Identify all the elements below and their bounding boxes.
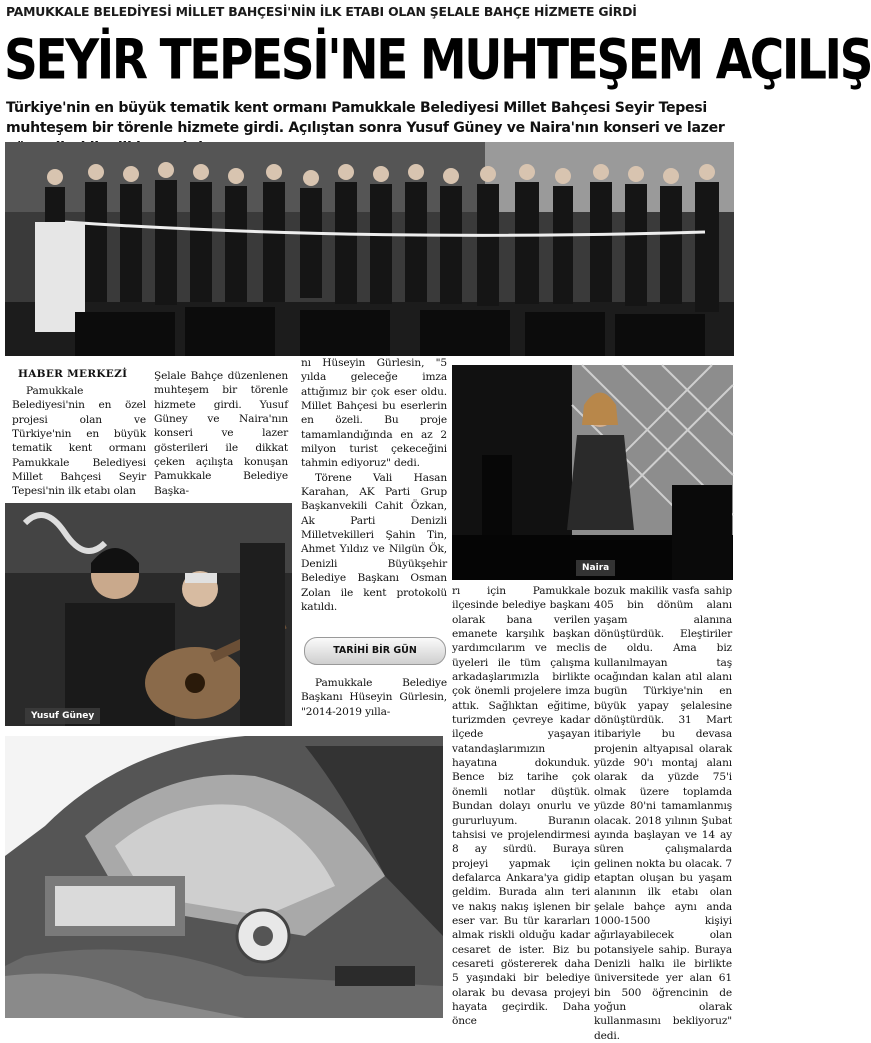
aerial-scene <box>5 736 443 1018</box>
naira-caption: Naira <box>576 560 615 576</box>
kicker: PAMUKKALE BELEDİYESİ MİLLET BAHÇESİ'NİN İLK ETABI OLAN ŞELALE BAHÇE HİZMETE GİRDİ <box>6 4 637 19</box>
concert-scene-naira <box>452 365 733 580</box>
headline: SEYİR TEPESİ'NE MUHTEŞEM AÇILIŞ <box>4 27 871 93</box>
ceremony-scene <box>5 142 734 356</box>
ceremony-photo <box>5 142 734 356</box>
text-column-2-body: Şelale Bahçe düzenlenen muhteşem bir törenle hizmete girdi. Yusuf Güney ve Naira'nın konseri ve lazer gösterileri ile dikkat çeken açılışta konuşan Pamukkale Belediye Başka- <box>154 370 288 497</box>
concert-scene-yusuf <box>5 503 292 726</box>
text-column-3 <box>301 356 447 614</box>
yusuf-guney-photo <box>5 503 292 726</box>
text-column-2 <box>154 369 288 498</box>
text-column-4-body: rı için Pamukkale ilçesinde belediye başkanı olarak bana verilen emanete karşılık başkan yardımcılarım ve meclis üyeleri ile tüm çalışma arkadaşlarımızla birlikte çok önemli projelere imza attık. Sağlıktan eğitime, turizmden çevreye kadar ilçede yaşayan vatandaşlarımızın hayatına dokunduk. Bence biz tarihe çok önemli notlar düştük. Bundan dolayı onurlu ve gururluyum. Buranın tahsisi ve projelendirmesi 8 ay sürdü. Buraya projeyi yapmak için defalarca Ankara'ya gidip geldim. Burada alın teri ve nakış nakış işlenen bir eser var. Bu tür kararları almak riskli olduğu kadar cesaret de ister. Biz bu cesareti göstererek daha 5 yaşındaki bir belediye olarak bu devasa projeyi hayata geçirdik. Daha önce <box>452 585 590 1028</box>
text-column-5 <box>594 584 732 1043</box>
naira-photo <box>452 365 733 580</box>
tarihi-bir-gun-badge: TARİHİ BİR GÜN <box>304 637 446 665</box>
byline: HABER MERKEZİ <box>18 368 128 380</box>
text-column-1 <box>12 384 146 499</box>
text-column-5-body: bozuk makilik vasfa sahip 405 bin dönüm alanı yaşam alanına dönüştürdük. Eleştiriler de oldu. Ama biz kullanılmayan taş ocağından kalan atıl alanı bugün Türkiye'nin en büyük yapay şelalesine dönüştürdük. 31 Mart itibariyle bu devasa projenin altyapısal olarak yüzde 90'ı montaj alanı olarak da yüzde 75'i olmak üzere toplamda yüzde 80'ni tamamlanmış olacak. 2018 yılının Şubat ayında başlayan ve 14 ay süren çalışmalarda gelinen nokta bu olacak. 7 etaptan oluşan bu yaşam alanının ilk etabı olan şelale bahçe aynı anda 1000-1500 kişiyi ağırlayabilecek olan potansiyele sahip. Buraya Denizli halkı ile birlikte üniversitede yer alan 61 bin 500 öğrencinin de yoğun olarak kullanmasını bekliyoruz" dedi. <box>594 585 732 1042</box>
text-column-3-part-2: Törene Vali Hasan Karahan, AK Parti Grup Başkanvekili Cahit Özkan, Ak Parti Denizli Milletvekilleri Şahin Tin, Ahmet Yıldız ve Nilgün Ök, Denizli Büyükşehir Belediye Başkanı Osman Zolan ile kent protokolü katıldı. <box>301 471 447 613</box>
text-column-3-part-1: nı Hüseyin Gürlesin, "5 yılda geleceğe imza attığımız bir çok eser oldu. Millet Bahçesi bu eserlerin en özeli. Bu proje tamamlandığında en az 2 milyon turist çekeceğini tahmin ediyoruz" dedi. <box>301 357 447 470</box>
text-column-3-part-3: Pamukkale Belediye Başkanı Hüseyin Gürlesin, "2014-2019 yılla- <box>301 677 447 718</box>
text-column-4 <box>452 584 590 1029</box>
yusuf-caption: Yusuf Güney <box>25 708 100 724</box>
aerial-park-photo <box>5 736 443 1018</box>
text-column-3-bottom <box>301 676 447 719</box>
text-column-1-body: Pamukkale Belediyesi'nin en özel projesi olan ve Türkiye'nin en büyük tematik kent ormanı Pamukkale Belediyesi Millet Bahçesi Seyir Tepesi'nin ilk etabı olan <box>12 385 146 498</box>
lede: Türkiye'nin en büyük tematik kent ormanı Pamukkale Belediyesi Millet Bahçesi Seyir Tepesi muhteşem bir törenle hizmete girdi. Açılıştan sonra Yusuf Güney ve Naira'nın konseri ve lazer <box>6 100 725 136</box>
